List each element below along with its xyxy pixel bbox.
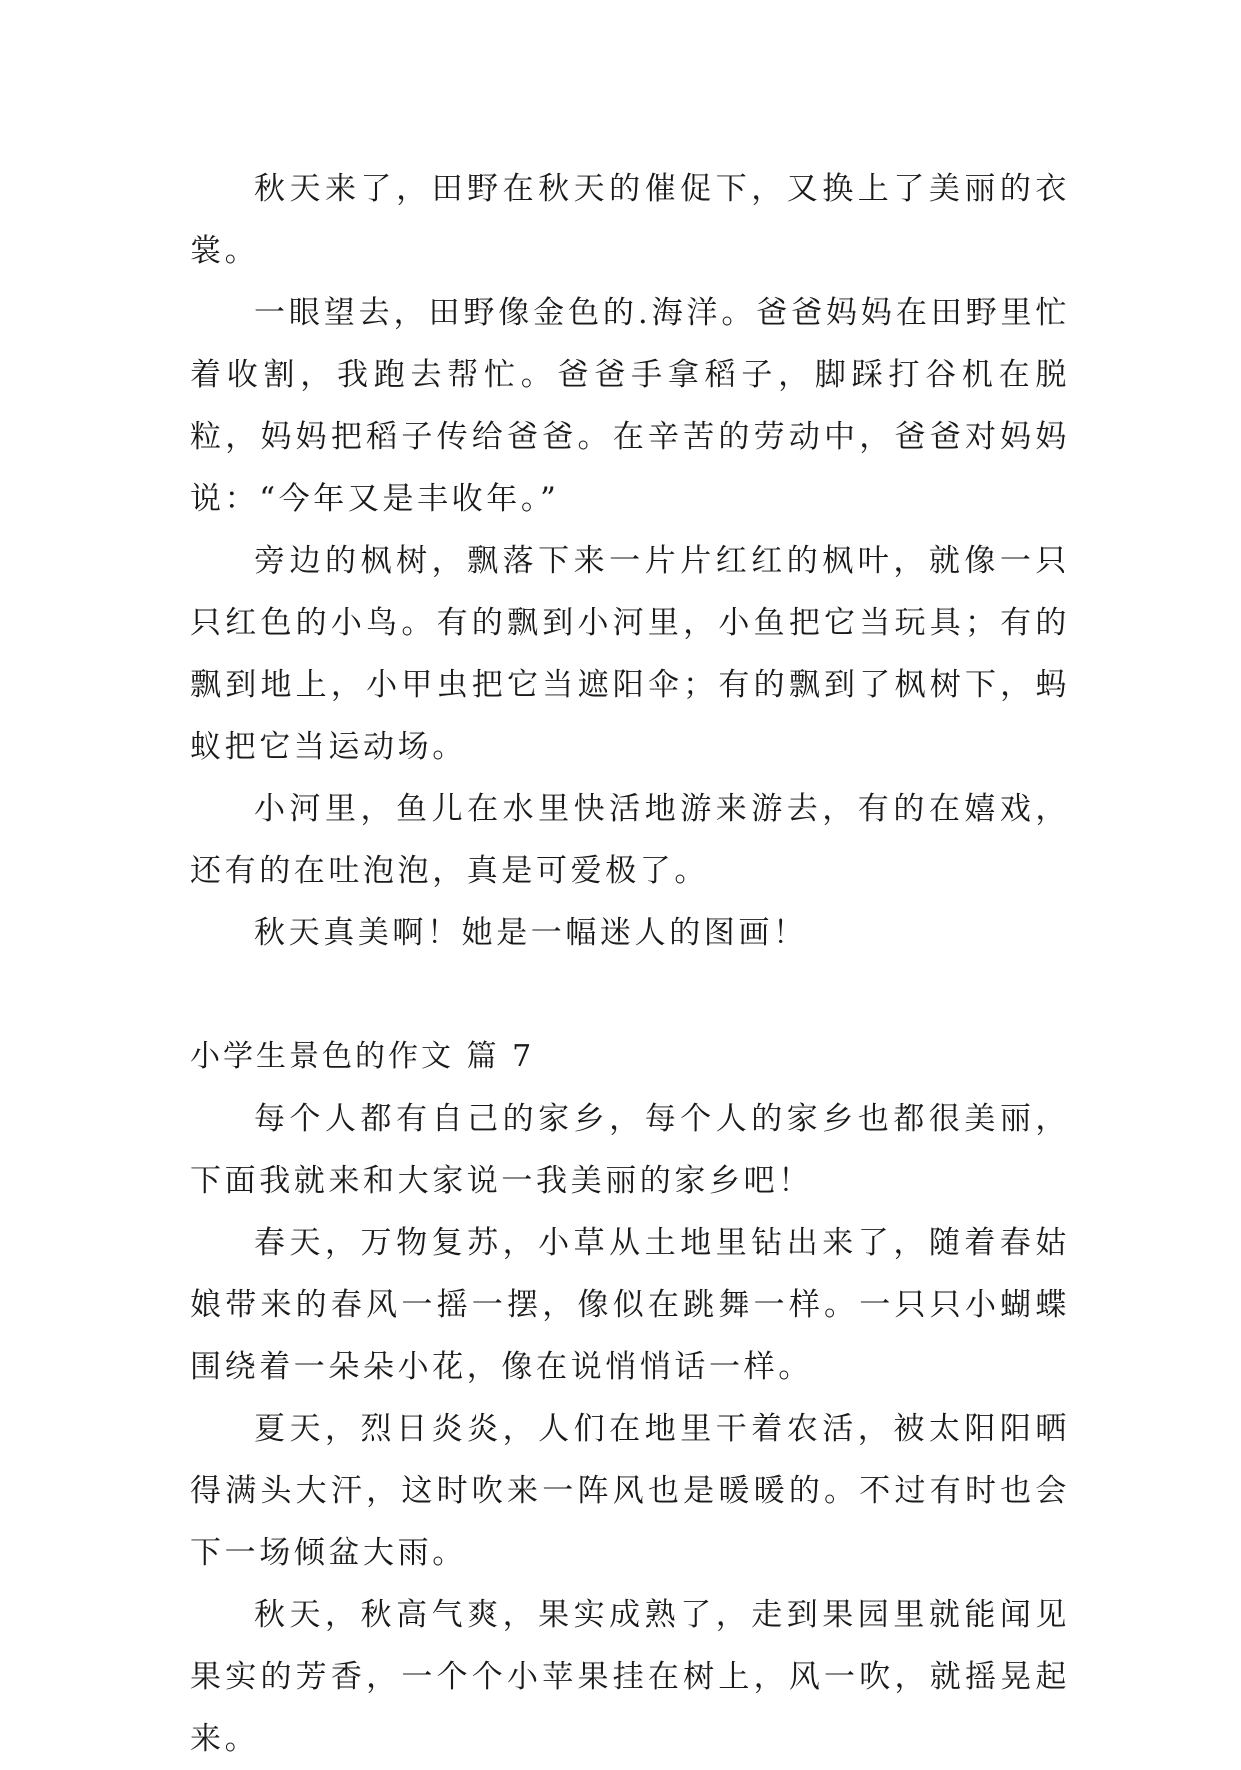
paragraph-river-fish: 小河里，鱼儿在水里快活地游来游去，有的在嬉戏，还有的在吐泡泡，真是可爱极了。 [190, 791, 1070, 889]
document-body [190, 158, 1070, 1770]
paragraph-autumn-fruit: 秋天，秋高气爽，果实成熟了，走到果园里就能闻见果实的芳香，一个个小苹果挂在树上，风一吹，就摇晃起来。 [190, 1597, 1070, 1757]
paragraph-maple-leaves: 旁边的枫树，飘落下来一片片红红的枫叶，就像一只只红色的小鸟。有的飘到小河里，小鱼把它当玩具；有的飘到地上，小甲虫把它当遮阳伞；有的飘到了枫树下，蚂蚁把它当运动场。 [190, 543, 1070, 765]
paragraph-harvest: 一眼望去，田野像金色的.海洋。爸爸妈妈在田野里忙着收割，我跑去帮忙。爸爸手拿稻子，脚踩打谷机在脱粒，妈妈把稻子传给爸爸。在辛苦的劳动中，爸爸对妈妈说：“今年又是丰收年。” [190, 295, 1070, 517]
paragraph-autumn-closing: 秋天真美啊！她是一幅迷人的图画！ [254, 915, 808, 951]
essay-heading: 小学生景色的作文 篇 7 [190, 1039, 535, 1074]
paragraph-spring: 春天，万物复苏，小草从土地里钻出来了，随着春姑娘带来的春风一摇一摆，像似在跳舞一样。一只只小蝴蝶围绕着一朵朵小花，像在说悄悄话一样。 [190, 1225, 1070, 1385]
paragraph-autumn-intro: 秋天来了，田野在秋天的催促下，又换上了美丽的衣裳。 [190, 171, 1070, 269]
paragraph-summer: 夏天，烈日炎炎，人们在地里干着农活，被太阳阳晒得满头大汗，这时吹来一阵风也是暖暖的。不过有时也会下一场倾盆大雨。 [190, 1411, 1070, 1571]
paragraph-hometown-intro: 每个人都有自己的家乡，每个人的家乡也都很美丽，下面我就来和大家说一我美丽的家乡吧！ [190, 1101, 1070, 1199]
